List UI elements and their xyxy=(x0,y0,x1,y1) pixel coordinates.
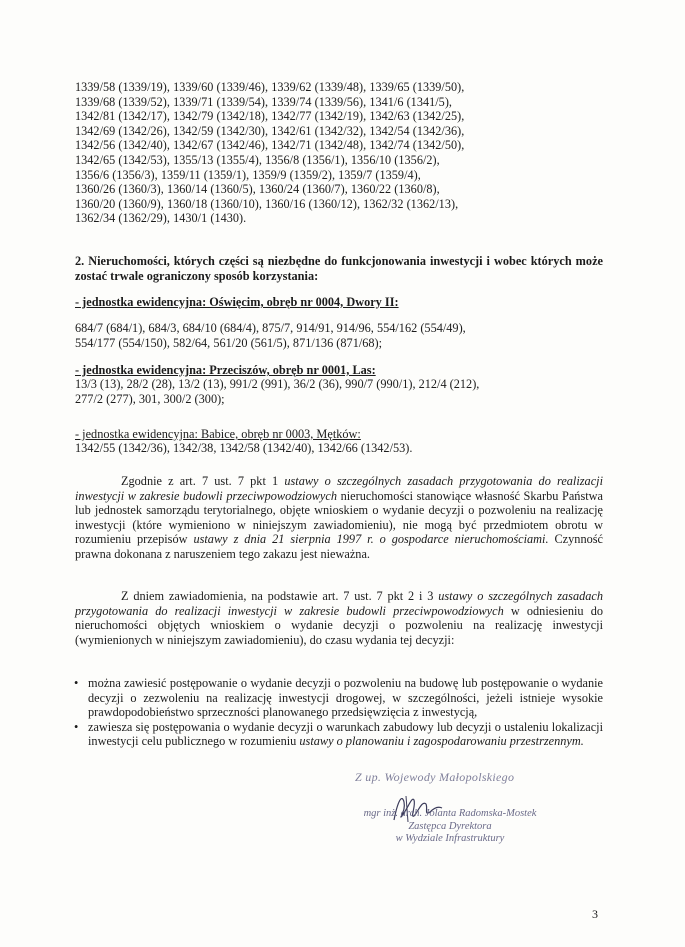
parcel-line: 1339/58 (1339/19), 1339/60 (1339/46), 1339/62 (1339/48), 1339/65 (1339/50), xyxy=(75,80,465,94)
list-item-act-title: ustawy o planowaniu i zagospodarowaniu przestrzennym. xyxy=(299,734,584,749)
parcel-line: 1342/56 (1342/40), 1342/67 (1342/46), 1342/71 (1342/48), 1342/74 (1342/50), xyxy=(75,138,465,153)
suspension-list xyxy=(70,676,603,749)
parcel-line: 1360/20 (1360/9), 1360/18 (1360/10), 1360/16 (1360/12), 1362/32 (1362/13), xyxy=(75,196,459,211)
unit-2-parcels-line: 13/3 (13), 28/2 (28), 13/2 (13), 991/2 (991), 36/2 (36), 990/7 (990/1), 212/4 (212), xyxy=(75,377,480,391)
list-item xyxy=(70,720,603,749)
para1-act-title: ustawy z dnia 21 sierpnia 1997 r. o gospodarce nieruchomościami. xyxy=(193,532,549,547)
para2-act-title: ustawy o szczególnych zasadach przygotowania do realizacji inwestycji w zakresie budowli przeciwpowodziowych xyxy=(75,589,604,618)
list-item-text: można zawiesić postępowanie o wydanie decyzji o pozwoleniu na budowę lub postępowanie o wydanie decyzji o zezwoleniu na realizację inwestycji drogowej, w szczególności, jeżeli istnieje wysokie prawdopodobieństwo sprzeczności planowanego przedsięwzięcia z inwestycją, xyxy=(88,676,603,720)
bullet-icon: • xyxy=(74,719,79,734)
parcel-line: 1342/69 (1342/26), 1342/59 (1342/30), 1342/61 (1342/32), 1342/54 (1342/36), xyxy=(75,123,465,138)
parcel-line: 1342/65 (1342/53), 1355/13 (1355/4), 1356/8 (1356/1), 1356/10 (1356/2), xyxy=(75,152,440,167)
parcel-line: 1342/81 (1342/17), 1342/79 (1342/18), 1342/77 (1342/19), 1342/63 (1342/25), xyxy=(75,109,465,124)
unit-2-label-text: - jednostka ewidencyjna: Przeciszów, obręb nr 0001, Las: xyxy=(75,363,376,377)
para2-text: w odniesieniu do nieruchomości objętych wnioskiem o wydanie decyzji o pozwoleniu na realizację inwestycji (wymienionych w niniejszym zawiadomieniu), do czasu wydania tej decyzji: xyxy=(75,603,603,647)
parcel-line: 1362/34 (1362/29), 1430/1 (1430). xyxy=(75,211,247,226)
stamp-title: Zastępca Dyrektora xyxy=(408,820,492,832)
paragraph-suspension xyxy=(75,589,603,647)
unit-2-parcels-line: 277/2 (277), 301, 300/2 (300); xyxy=(75,391,225,406)
para1-text: nieruchomości stanowiące własność Skarbu Państwa lub jednostek samorządu terytorialnego, objęte wnioskiem o wydanie decyzji o pozwoleniu na realizację inwestycji (które wymieniono w niniejszym zawiadomieniu), nie mogą być przedmiotem obrotu w rozumieniu przepisów xyxy=(75,488,603,547)
unit-1-parcels xyxy=(75,321,603,350)
official-stamp xyxy=(345,808,555,846)
parcel-line: 1339/68 (1339/52), 1339/71 (1339/54), 1339/74 (1339/56), 1341/6 (1341/5), xyxy=(75,94,453,109)
list-item xyxy=(70,676,603,720)
page-number: 3 xyxy=(592,907,598,921)
authorization-stamp: Z up. Wojewody Małopolskiego xyxy=(355,770,515,784)
unit-2-parcels xyxy=(75,377,603,406)
parcel-line: 1360/26 (1360/3), 1360/14 (1360/5), 1360/24 (1360/7), 1360/22 (1360/8), xyxy=(75,182,440,197)
stamp-department: w Wydziale Infrastruktury xyxy=(395,833,505,844)
section-2-heading: 2. Nieruchomości, których części są niezbędne do funkcjonowania inwestycji i wobec których może zostać trwale ograniczony sposób korzystania: xyxy=(75,254,603,283)
unit-2-label xyxy=(75,363,603,378)
unit-3-label-text: - jednostka ewidencyjna: Babice, obręb nr 0003, Mętków: xyxy=(75,427,361,441)
unit-3-label xyxy=(75,427,603,442)
para1-act-title: ustawy o szczególnych zasadach przygotowania do realizacji inwestycji w zakresie budowli przeciwpowodziowych xyxy=(75,474,603,503)
bullet-icon: • xyxy=(74,676,79,690)
para2-text: Z dniem zawiadomienia, na podstawie art. 7 ust. 7 pkt 2 i 3 xyxy=(121,589,439,603)
paragraph-sale-prohibition xyxy=(75,474,603,562)
unit-1-parcels-line: 684/7 (684/1), 684/3, 684/10 (684/4), 875/7, 914/91, 914/96, 554/162 (554/49), xyxy=(75,321,466,335)
para1-text: Czynność prawna dokonana z naruszeniem tego zakazu jest nieważna. xyxy=(75,532,603,561)
list-item-text xyxy=(88,720,603,749)
list-item-text-part: zawiesza się postępowania o wydanie decyzji o warunkach zabudowy lub decyzji o ustaleniu lokalizacji inwestycji celu publicznego w rozumieniu xyxy=(88,719,603,749)
unit-3-parcels: 1342/55 (1342/36), 1342/38, 1342/58 (1342/40), 1342/66 (1342/53). xyxy=(75,441,413,455)
parcel-list xyxy=(75,80,595,226)
parcel-line: 1356/6 (1356/3), 1359/11 (1359/1), 1359/9 (1359/2), 1359/7 (1359/4), xyxy=(75,167,421,182)
unit-1-label xyxy=(75,295,603,310)
para1-text: Zgodnie z art. 7 ust. 7 pkt 1 xyxy=(121,474,285,488)
unit-1-parcels-line: 554/177 (554/150), 582/64, 561/20 (561/5), 871/136 (871/68); xyxy=(75,335,383,350)
unit-1-label-text: - jednostka ewidencyjna: Oświęcim, obręb nr 0004, Dwory II: xyxy=(75,295,399,309)
stamp-name: mgr inż. arch. Jolanta Radomska-Mostek xyxy=(363,808,537,819)
